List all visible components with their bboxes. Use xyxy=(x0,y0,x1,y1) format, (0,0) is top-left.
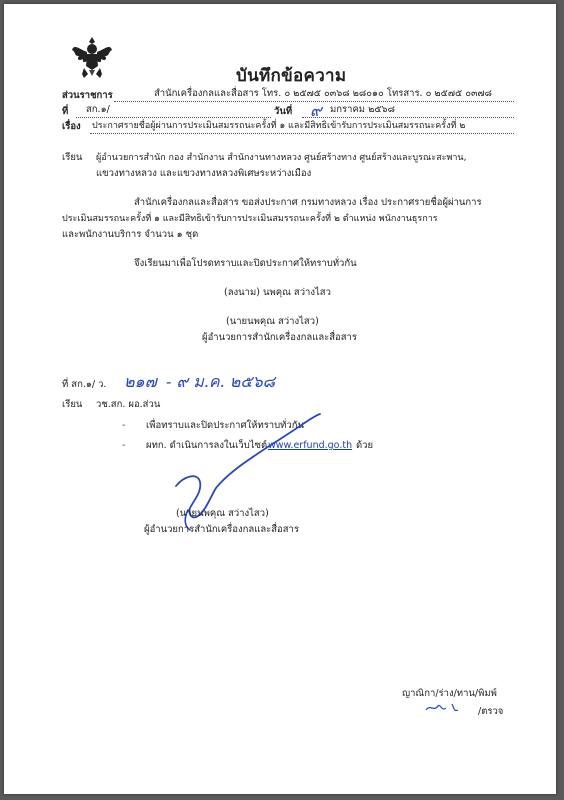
closing-text: จึงเรียนมาเพื่อโปรดทราบและปิดประกาศให้ทราบทั่วกัน xyxy=(134,258,357,269)
printed-name: (นายนพคุณ สว่างไสว) xyxy=(226,316,319,327)
forward-ref-date-handwritten: - ๙ ม.ค. ๒๕๖๘ xyxy=(166,372,275,391)
memo-title: บันทึกข้อความ xyxy=(236,66,347,86)
date-dotline xyxy=(302,117,514,118)
footer-initials-icon xyxy=(424,700,464,719)
body-line2: ประเมินสมรรถนะครั้งที่ ๑ และมีสิทธิเข้ารับการประเมินสมรรถนะครั้งที่ ๒ ตำแหน่ง พนักงานธุรการ xyxy=(62,214,438,224)
forward-item2-suffix: ด้วย xyxy=(356,440,374,451)
handwritten-signature xyxy=(154,412,354,542)
forward-ref-number-handwritten: ๒๑๗ xyxy=(124,372,157,391)
forward-item2-dash: - xyxy=(122,440,126,451)
forward-ref-printed: ที่ สก.๑/ ว. xyxy=(62,379,107,390)
subject-label: เรื่อง xyxy=(62,121,81,132)
ref-value: สก.๑/ xyxy=(86,104,110,115)
forward-position-title: ผู้อำนวยการสำนักเครื่องกลและสื่อสาร xyxy=(144,524,299,535)
body-line3: และพนักงานบริการ จำนวน ๑ ชุด xyxy=(62,229,199,240)
forward-to-value: วช.สก. ผอ.ส่วน xyxy=(96,399,161,410)
date-rest: มกราคม ๒๕๖๘ xyxy=(330,104,395,115)
date-day-handwritten: ๙ xyxy=(310,101,322,120)
footer-line1: ญาณิกา/ร่าง/ทาน/พิมพ์ xyxy=(402,688,497,699)
garuda-emblem-icon xyxy=(70,34,114,80)
date-label: วันที่ xyxy=(274,106,293,117)
subject-value: ประกาศรายชื่อผู้ผ่านการประเมินสมรรถนะครั้งที่ ๑ และมีสิทธิเข้ารับการประเมินสมรรถนะครั้งที่ ๒ xyxy=(92,121,466,131)
forward-item1: เพื่อทราบและปิดประกาศให้ทราบทั่วกัน xyxy=(146,420,305,431)
signed-name: (ลงนาม) นพคุณ สว่างไสว xyxy=(224,287,331,298)
erfund-website-link[interactable]: www.erfund.go.th xyxy=(268,440,353,451)
to-line1: ผู้อำนวยการสำนัก กอง สำนักงาน สำนักงานทางหลวง ศูนย์สร้างทาง ศูนย์สร้างและบูรณะสะพาน, xyxy=(96,153,467,163)
forward-to-label: เรียน xyxy=(62,399,83,410)
agency-value: สำนักเครื่องกลและสื่อสาร โทร. ๐ ๒๕๗๕ ๐๓๖๘ ๒๘๐๑๐ โทรสาร. ๐ ๒๕๗๕ ๐๓๗๘ xyxy=(154,88,492,99)
forward-item1-dash: - xyxy=(122,420,126,431)
position-title: ผู้อำนวยการสำนักเครื่องกลและสื่อสาร xyxy=(202,332,357,343)
forward-item2-prefix: ผทก. ดำเนินการลงในเว็บไซต์ xyxy=(146,440,268,451)
footer-line2: /ตรวจ xyxy=(478,706,504,717)
subject-dotline xyxy=(90,133,514,134)
ref-dotline xyxy=(76,117,271,118)
memo-page xyxy=(4,4,556,794)
forward-printed-name: (นายนพคุณ สว่างไสว) xyxy=(176,508,269,519)
to-line2: แขวงทางหลวง และแขวงทางหลวงพิเศษระหว่างเมือง xyxy=(96,168,312,179)
agency-label: ส่วนราชการ xyxy=(62,90,113,101)
body-line1: สำนักเครื่องกลและสื่อสาร ขอส่งประกาศ กรมทางหลวง เรื่อง ประกาศรายชื่อผู้ผ่านการ xyxy=(134,197,482,208)
to-label: เรียน xyxy=(62,152,83,163)
ref-label: ที่ xyxy=(62,106,69,117)
